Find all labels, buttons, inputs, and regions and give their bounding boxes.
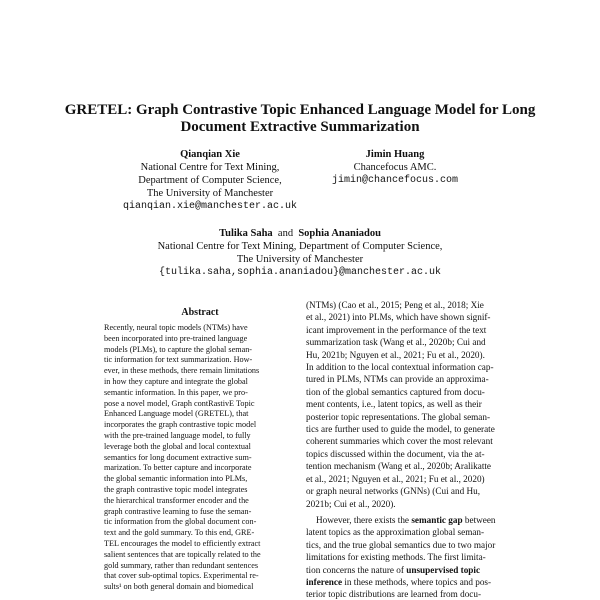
abstract-line: salient sentences that are topically related to the <box>104 549 261 559</box>
abstract-line: tic information for text summarization. How- <box>104 355 253 365</box>
author-block-saha-ananiadou <box>120 227 480 279</box>
author-block-xie <box>100 148 320 213</box>
emphasis-unsupervised-topic: unsupervised topic <box>406 564 481 575</box>
abstract-line: semantics for long document extractive sum- <box>104 452 252 462</box>
author-email: jimin@chancefocus.com <box>331 175 459 186</box>
author-email: qianqian.xie@manchester.ac.uk <box>122 201 298 212</box>
abstract-body <box>104 323 294 593</box>
abstract-line: pose a novel model, Graph contRastivE Topic <box>104 398 255 408</box>
body-line: et al., 2021) into PLMs, which have shown signif- <box>306 312 491 323</box>
abstract-heading: Abstract <box>181 307 219 318</box>
abstract-line: ever, in these methods, there remain limitations <box>104 366 260 376</box>
title-line-1: GRETEL: Graph Contrastive Topic Enhanced Language Model for Long <box>64 102 536 118</box>
body-line: summarization task (Wang et al., 2020b; Cui and <box>306 337 486 348</box>
body-line: topics discussed within the document, via the at- <box>306 448 485 459</box>
body-line <box>306 514 506 526</box>
paper-title <box>60 102 540 136</box>
body-line: limitations for existing methods. The first limita- <box>306 552 486 563</box>
title-line-2: Document Extractive Summarization <box>180 119 420 135</box>
author-name: Sophia Ananiadou <box>298 228 381 239</box>
author-affiliation: The University of Manchester <box>236 254 364 265</box>
body-paragraph <box>306 299 506 510</box>
abstract-line: been incorporated into pre-trained language <box>104 333 248 343</box>
author-affiliation: Chancefocus AMC. <box>353 162 437 173</box>
abstract-line: models (PLMs), to capture the global seman- <box>104 344 253 354</box>
body-line: In addition to the local contextual information cap- <box>306 362 494 373</box>
body-line: latent topics as the approximation global seman- <box>306 527 485 538</box>
body-line: (NTMs) (Cao et al., 2015; Peng et al., 2018; Xie <box>306 300 484 310</box>
emphasis-semantic-gap: semantic gap <box>411 514 463 525</box>
abstract-line: TEL encourages the model to efficiently extract <box>104 538 261 548</box>
text-run: However, there exists the <box>316 514 412 525</box>
author-name: Jimin Huang <box>365 149 425 160</box>
abstract-line: incorporates the graph contrastive topic model <box>104 420 257 430</box>
body-line: tics, and the true global semantics due to two major <box>306 539 496 550</box>
author-affiliation: Department of Computer Science, <box>138 175 282 186</box>
text-run: between <box>462 514 496 525</box>
abstract-line: that cover sub-optimal topics. Experimental re- <box>104 571 259 581</box>
abstract-line: the hierarchical transformer encoder and the <box>104 495 249 505</box>
body-line: tention mechanism (Wang et al., 2020b; Aralikatte <box>306 461 491 472</box>
body-line: et al., 2021; Nguyen et al., 2021; Fu et al., 2020) <box>306 473 485 484</box>
body-line: tured in PLMs, NTMs can provide an approxima- <box>306 374 489 385</box>
intro-body <box>306 299 506 600</box>
body-line: posterior topic representations. The global seman- <box>306 411 491 422</box>
abstract-line: marization. To better capture and incorporate <box>104 463 252 473</box>
body-line: ment contents, i.e., latent topics, as well as their <box>306 399 482 410</box>
abstract-line: the global semantic information into PLMs, <box>104 474 248 484</box>
body-line: coherent summaries which cover the most relevant <box>306 436 493 447</box>
author-name: Qianqian Xie <box>180 149 240 160</box>
text-run: in these methods, where topics and pos- <box>342 576 492 587</box>
body-line <box>306 564 506 576</box>
body-paragraph <box>306 514 506 600</box>
abstract-line: gold summary, rather than redundant sentences <box>104 560 259 570</box>
abstract-line: graph contrastive learning to fuse the seman- <box>104 506 252 516</box>
body-line: tics are further used to guide the model, to generate <box>306 424 495 435</box>
body-line: or graph neural networks (GNNs) (Cui and Hu, <box>306 486 481 497</box>
abstract-line: with the pre-trained language model, to fully <box>104 430 251 440</box>
author-conjunction: and <box>277 228 294 239</box>
author-affiliation: The University of Manchester <box>146 188 274 199</box>
author-affiliation: National Centre for Text Mining, <box>140 162 280 173</box>
body-line: 2021b; Cui et al., 2020). <box>306 498 396 509</box>
abstract-line: leverage both the global and local contextual <box>104 441 251 451</box>
body-line: icant improvement in the performance of the text <box>306 324 487 335</box>
body-line: tion of the global semantics captured from docu- <box>306 386 485 397</box>
author-block-huang <box>310 148 480 187</box>
emphasis-inference: inference <box>306 576 343 587</box>
author-affiliation: National Centre for Text Mining, Department of Computer Science, <box>157 241 443 252</box>
text-run: tion concerns the nature of <box>306 564 407 575</box>
abstract-line: tic information from the global document con- <box>104 517 257 527</box>
abstract-line: text and the gold summary. To this end, GRE- <box>104 528 255 538</box>
abstract-line: Recently, neural topic models (NTMs) have <box>104 323 248 332</box>
abstract-line: semantic information. In this paper, we pro- <box>104 387 248 397</box>
body-line: Hu, 2021b; Nguyen et al., 2021; Fu et al., 2020). <box>306 349 485 360</box>
abstract-line: the graph contrastive topic model integrates <box>104 484 248 494</box>
body-line <box>306 576 506 588</box>
body-line: terior topic distributions are learned from docu- <box>306 589 482 600</box>
author-name: Tulika Saha <box>219 228 273 239</box>
abstract-line: sults¹ on both general domain and biomedical <box>104 582 254 592</box>
author-email: {tulika.saha,sophia.ananiadou}@manchester.ac.uk <box>158 267 442 278</box>
abstract-line: Enhanced Language model (GRETEL), that <box>104 409 249 419</box>
abstract-line: in how they capture and integrate the global <box>104 376 248 386</box>
